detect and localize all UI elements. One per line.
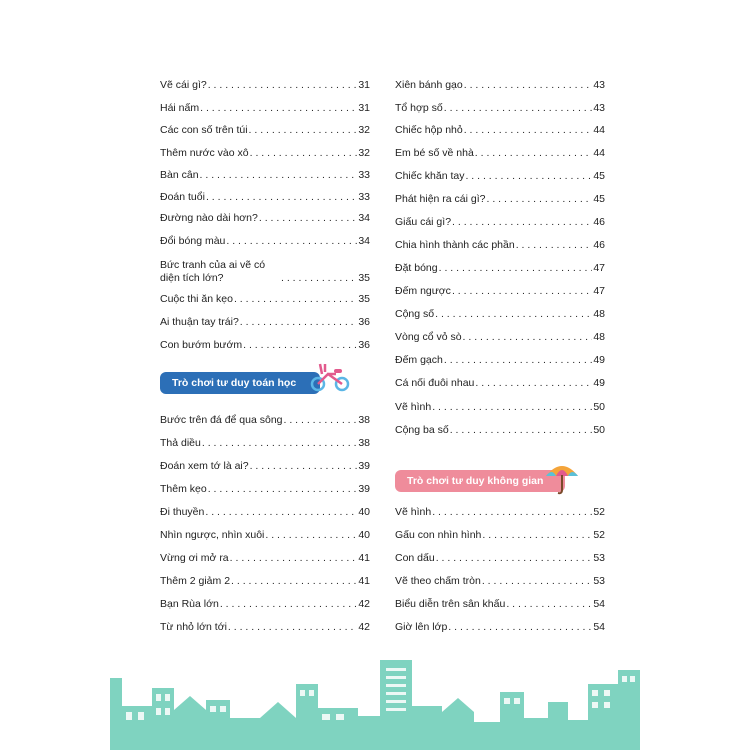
toc-page-number: 46 (593, 216, 605, 228)
toc-entry (160, 529, 370, 542)
toc-leader-dots (482, 529, 592, 542)
toc-leader-dots (482, 575, 593, 588)
toc-entry-title: Vẽ theo chấm tròn (395, 575, 481, 587)
toc-entry (160, 339, 370, 352)
toc-entry-title: Vẽ cái gì? (160, 79, 207, 91)
toc-leader-dots (208, 79, 358, 92)
toc-entry-title: Thêm nước vào xô (160, 147, 249, 159)
toc-entry-title: Con dấu (395, 552, 435, 564)
toc-page-number: 31 (358, 79, 370, 91)
toc-page-number: 50 (593, 401, 605, 413)
toc-entry-title: Bạn Rùa lớn (160, 598, 219, 610)
toc-page-number: 53 (593, 552, 605, 564)
toc-entry-title: Con bướm bướm (160, 339, 243, 351)
toc-leader-dots (486, 193, 592, 206)
toc-entry (395, 285, 605, 298)
umbrella-icon (542, 458, 582, 498)
toc-entry (160, 259, 370, 285)
toc-entry-title: Đếm gạch (395, 354, 443, 366)
toc-entry-title: Cá nối đuôi nhau (395, 377, 475, 389)
toc-entry (395, 506, 605, 519)
toc-leader-dots (464, 124, 593, 137)
toc-entry-title: Thả diều (160, 437, 201, 449)
toc-leader-dots (436, 552, 593, 565)
toc-entry-title: Vừng ơi mở ra (160, 552, 229, 564)
toc-page-number: 32 (358, 124, 370, 136)
toc-page-number: 41 (358, 575, 370, 587)
toc-page-number: 52 (593, 506, 605, 518)
toc-entry-title: Giấu cái gì? (395, 216, 452, 228)
bicycle-icon (308, 360, 354, 394)
toc-page-number: 54 (593, 598, 605, 610)
toc-leader-dots (475, 147, 593, 160)
toc-leader-dots (452, 216, 592, 229)
toc-entry (395, 262, 605, 275)
toc-leader-dots (231, 575, 357, 588)
toc-page-number: 36 (358, 316, 370, 328)
toc-leader-dots (208, 483, 358, 496)
toc-page-number: 43 (593, 102, 605, 114)
toc-leader-dots (234, 293, 357, 306)
toc-entry (395, 193, 605, 206)
toc-page-number: 38 (358, 437, 370, 449)
toc-entry-title: Đếm ngược (395, 285, 451, 297)
toc-entry (160, 414, 370, 427)
toc-entry (395, 424, 605, 437)
toc-leader-dots (265, 529, 357, 542)
toc-page-number: 33 (358, 191, 370, 203)
toc-entry (160, 506, 370, 519)
toc-entry (160, 169, 370, 182)
toc-leader-dots (220, 598, 357, 611)
toc-leader-dots (228, 621, 357, 634)
toc-leader-dots (439, 262, 593, 275)
toc-leader-dots (200, 169, 358, 182)
toc-entry-title: Từ nhỏ lớn tới (160, 621, 227, 633)
toc-page-number: 35 (358, 272, 370, 284)
toc-leader-dots (230, 552, 358, 565)
toc-entry (160, 79, 370, 92)
toc-leader-dots (475, 377, 592, 390)
toc-page-number: 47 (593, 262, 605, 274)
toc-page-number: 40 (358, 506, 370, 518)
toc-entry-title: Ai thuận tay trái? (160, 316, 239, 328)
toc-entry-title: Bước trên đá để qua sông (160, 414, 283, 426)
toc-entry (160, 552, 370, 565)
toc-entry-title: Đoán tuổi (160, 191, 205, 203)
toc-page-number: 32 (358, 147, 370, 159)
toc-entry (395, 621, 605, 634)
toc-entry-title: Gấu con nhìn hình (395, 529, 482, 541)
section-banner-math (160, 372, 320, 394)
toc-entry-title: Vẽ hình (395, 506, 432, 518)
toc-entry (160, 191, 370, 204)
toc-page-number: 50 (593, 424, 605, 436)
toc-page-number: 34 (358, 212, 370, 224)
toc-leader-dots (450, 424, 593, 437)
section-label: Trò chơi tư duy không gian (407, 475, 544, 487)
toc-leader-dots (465, 170, 592, 183)
toc-entry-title: Thêm kẹo (160, 483, 207, 495)
toc-page-number: 52 (593, 529, 605, 541)
toc-entry-title: Các con số trên túi (160, 124, 248, 136)
toc-entry (395, 79, 605, 92)
toc-entry (395, 102, 605, 115)
toc-entry-title: Hái nấm (160, 102, 200, 114)
toc-leader-dots (206, 191, 357, 204)
toc-entry (395, 354, 605, 367)
toc-entry (160, 437, 370, 450)
toc-page-number: 48 (593, 308, 605, 320)
toc-page-number: 44 (593, 147, 605, 159)
toc-page-number: 39 (358, 460, 370, 472)
toc-entry-title: Cuộc thi ăn kẹo (160, 293, 233, 305)
toc-entry (160, 235, 370, 248)
toc-leader-dots (435, 308, 592, 321)
toc-entry (160, 147, 370, 160)
toc-entry (395, 529, 605, 542)
toc-entry-title: Thêm 2 giảm 2 (160, 575, 231, 587)
toc-entry-title: Bức tranh của ai vẽ có diện tích lớn? (160, 259, 266, 284)
toc-page-number: 44 (593, 124, 605, 136)
toc-entry-title: Phát hiện ra cái gì? (395, 193, 486, 205)
toc-entry-title: Đổi bóng màu (160, 235, 226, 247)
toc-entry-title: Chia hình thành các phần (395, 239, 515, 251)
toc-page-number: 48 (593, 331, 605, 343)
toc-entry (395, 147, 605, 160)
toc-page-number: 40 (358, 529, 370, 541)
toc-entry (395, 331, 605, 344)
toc-page-number: 46 (593, 239, 605, 251)
toc-entry (160, 621, 370, 634)
toc-page-number: 45 (593, 170, 605, 182)
toc-leader-dots (516, 239, 593, 252)
section-label: Trò chơi tư duy toán học (172, 377, 297, 389)
toc-page-number: 34 (358, 235, 370, 247)
toc-entry-title: Giờ lên lớp (395, 621, 448, 633)
toc-entry (160, 575, 370, 588)
toc-leader-dots (202, 437, 357, 450)
toc-entry-title: Biểu diễn trên sân khấu (395, 598, 506, 610)
toc-entry-title: Cộng ba số (395, 424, 449, 436)
toc-entry-title: Đặt bóng (395, 262, 438, 274)
toc-entry-title: Em bé số về nhà (395, 147, 474, 159)
toc-leader-dots (448, 621, 592, 634)
toc-page-number: 43 (593, 79, 605, 91)
city-skyline-illustration (110, 658, 640, 750)
toc-leader-dots (464, 79, 593, 92)
toc-entry (160, 316, 370, 329)
toc-entry (395, 170, 605, 183)
toc-leader-dots (250, 147, 358, 160)
toc-leader-dots (463, 331, 593, 344)
toc-page-number: 42 (358, 598, 370, 610)
toc-entry-title: Đi thuyền (160, 506, 205, 518)
toc-entry (395, 575, 605, 588)
toc-entry (395, 308, 605, 321)
toc-leader-dots (444, 354, 592, 367)
toc-leader-dots (281, 272, 357, 285)
toc-entry-title: Cộng số (395, 308, 435, 320)
toc-entry (160, 102, 370, 115)
toc-page-number: 49 (593, 377, 605, 389)
toc-leader-dots (226, 235, 357, 248)
toc-entry-title: Nhìn ngược, nhìn xuôi (160, 529, 265, 541)
toc-entry (160, 598, 370, 611)
toc-page-number: 45 (593, 193, 605, 205)
toc-leader-dots (200, 102, 357, 115)
toc-entry-title: Vòng cổ vỏ sò (395, 331, 462, 343)
toc-page-number: 38 (358, 414, 370, 426)
toc-leader-dots (506, 598, 592, 611)
toc-entry-title: Vẽ hình (395, 401, 432, 413)
toc-entry-title: Đoán xem tớ là ai? (160, 460, 249, 472)
toc-entry (395, 401, 605, 414)
toc-entry (160, 460, 370, 473)
toc-entry (160, 293, 370, 306)
toc-page-number: 39 (358, 483, 370, 495)
toc-page-number: 54 (593, 621, 605, 633)
toc-entry-title: Xiên bánh gạo (395, 79, 463, 91)
toc-entry (160, 124, 370, 137)
toc-entry-title: Bàn cân (160, 169, 199, 181)
toc-page-number: 41 (358, 552, 370, 564)
toc-leader-dots (432, 506, 592, 519)
toc-entry (160, 483, 370, 496)
toc-leader-dots (444, 102, 593, 115)
toc-entry (395, 239, 605, 252)
toc-page-number: 35 (358, 293, 370, 305)
toc-page-number: 31 (358, 102, 370, 114)
toc-entry (160, 212, 370, 225)
toc-entry (395, 377, 605, 390)
toc-page-number: 33 (358, 169, 370, 181)
toc-entry-title: Tổ hợp số (395, 102, 443, 114)
toc-entry (395, 552, 605, 565)
toc-leader-dots (259, 212, 357, 225)
toc-page-number: 42 (358, 621, 370, 633)
toc-entry (395, 124, 605, 137)
toc-entry (395, 598, 605, 611)
toc-page-number: 36 (358, 339, 370, 351)
toc-entry-title: Chiếc khăn tay (395, 170, 465, 182)
toc-entry-title: Đường nào dài hơn? (160, 212, 258, 224)
table-of-contents-page (110, 62, 640, 750)
toc-leader-dots (205, 506, 357, 519)
toc-leader-dots (243, 339, 357, 352)
toc-leader-dots (452, 285, 592, 298)
toc-leader-dots (249, 124, 358, 137)
toc-leader-dots (432, 401, 592, 414)
toc-page-number: 47 (593, 285, 605, 297)
toc-page-number: 53 (593, 575, 605, 587)
section-banner-space (395, 470, 565, 492)
toc-leader-dots (240, 316, 358, 329)
toc-entry (395, 216, 605, 229)
toc-leader-dots (250, 460, 358, 473)
toc-page-number: 49 (593, 354, 605, 366)
toc-entry-title: Chiếc hộp nhỏ (395, 124, 463, 136)
toc-leader-dots (284, 414, 358, 427)
